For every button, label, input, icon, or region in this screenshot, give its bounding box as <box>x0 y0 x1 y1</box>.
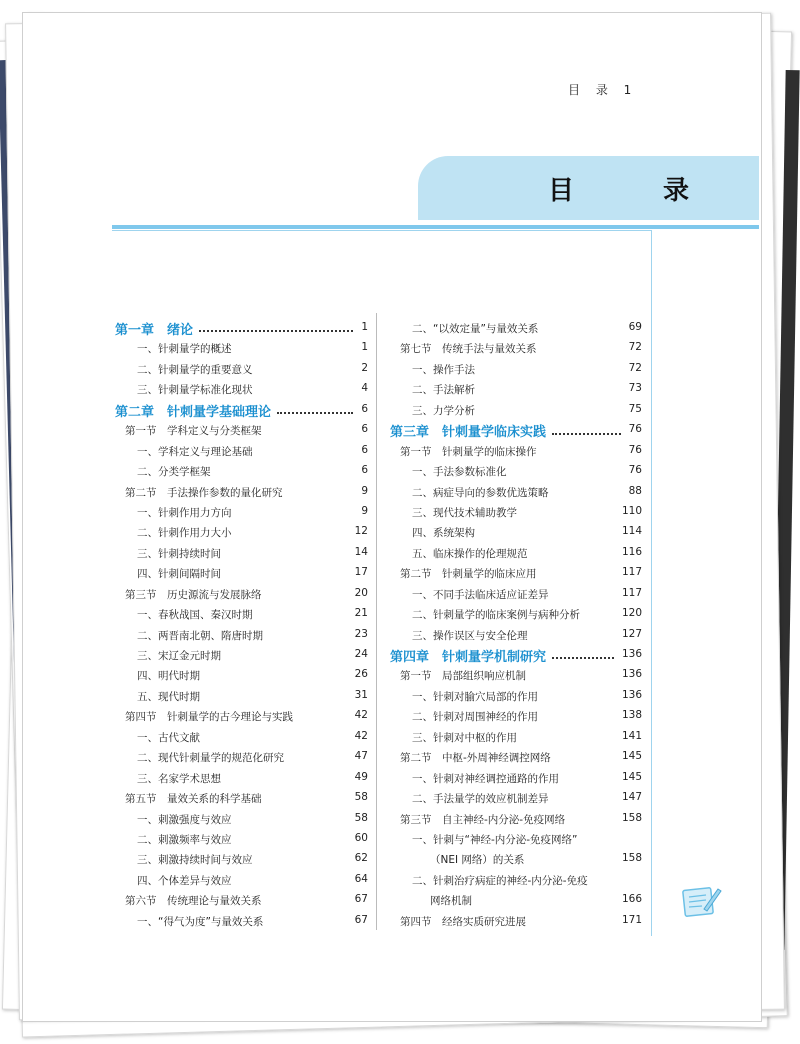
toc-item <box>390 849 642 869</box>
toc-page-number: 6 <box>361 402 368 415</box>
toc-page-number: 14 <box>354 545 368 558</box>
toc-page-number: 62 <box>354 852 368 865</box>
toc-section <box>390 747 642 767</box>
toc-entry-title: 一、针刺对神经调控通路的作用 <box>412 772 559 785</box>
toc-page-number: 117 <box>621 566 642 579</box>
toc-page-number: 31 <box>354 688 368 701</box>
toc-page-number: 145 <box>621 770 642 783</box>
toc-item <box>115 686 368 706</box>
toc-entry-title: 三、针刺量学标准化现状 <box>137 384 253 397</box>
toc-entry-title: 三、针刺持续时间 <box>137 547 221 560</box>
toc-page-number: 136 <box>621 648 642 660</box>
toc-page-number: 17 <box>354 566 368 579</box>
toc-entry-title: 一、不同手法临床适应证差异 <box>412 588 549 601</box>
notebook-pencil-icon <box>682 883 722 919</box>
toc-page-number: 75 <box>628 402 642 415</box>
toc-item <box>390 522 642 542</box>
toc-page-number: 6 <box>361 464 368 477</box>
toc-item <box>390 829 642 849</box>
toc-page-number: 42 <box>354 729 368 742</box>
toc-item <box>390 379 642 399</box>
toc-entry-title: 第二章 针刺量学基础理论 <box>115 404 272 420</box>
toc-page-number: 76 <box>628 423 642 436</box>
title-rule <box>112 225 759 229</box>
toc-page-number: 42 <box>354 709 368 722</box>
leader-dots <box>552 433 621 435</box>
toc-item <box>115 809 368 829</box>
toc-entry-title: 第三章 针刺量学临床实践 <box>390 425 547 441</box>
toc-page-number: 76 <box>628 443 642 456</box>
toc-page-number: 76 <box>628 464 642 477</box>
toc-page-number: 6 <box>361 443 368 456</box>
toc-entry-title: 第一节 局部组织响应机制 <box>400 670 526 683</box>
toc-item <box>390 768 642 788</box>
toc-page-number: 24 <box>354 648 368 660</box>
toc-item <box>115 461 368 481</box>
title-rule-thin <box>112 230 652 231</box>
toc-entry-title: 三、现代技术辅助教学 <box>412 506 517 519</box>
toc-item <box>115 604 368 624</box>
toc-item <box>115 911 368 931</box>
leader-dots <box>552 657 614 659</box>
toc-page-number: 158 <box>621 852 642 865</box>
toc-item <box>390 584 642 604</box>
toc-page-number: 9 <box>361 484 368 497</box>
toc-section <box>115 788 368 808</box>
toc-page-number: 67 <box>354 913 368 926</box>
toc-left-column <box>115 318 368 931</box>
toc-entry-title: 一、针刺作用力方向 <box>137 506 232 519</box>
toc-entry-title: 第一章 绪论 <box>115 323 194 338</box>
toc-item <box>115 359 368 379</box>
toc-entry-title: 三、名家学术思想 <box>137 772 221 785</box>
toc-item <box>115 379 368 399</box>
toc-page-number: 72 <box>628 361 642 374</box>
toc-entry-title: 二、刺激频率与效应 <box>137 833 232 846</box>
toc-page-number: 73 <box>628 382 642 395</box>
toc-entry-title: 二、“以效定量”与量效关系 <box>412 323 539 335</box>
toc-entry-title: 第二节 中枢-外周神经调控网络 <box>400 752 551 765</box>
toc-page-number: 21 <box>354 607 368 620</box>
toc-item <box>390 788 642 808</box>
toc-entry-title: 第五节 量效关系的科学基础 <box>125 793 262 806</box>
toc-section <box>115 706 368 726</box>
column-divider <box>376 313 377 930</box>
toc-entry-title: 四、个体差异与效应 <box>137 874 232 887</box>
toc-item <box>115 522 368 542</box>
toc-entry-title: 二、针刺治疗病症的神经-内分泌-免疫 <box>412 874 588 887</box>
toc-entry-title: 一、古代文献 <box>137 731 200 744</box>
toc-entry-title: 二、现代针刺量学的规范化研究 <box>137 752 284 765</box>
toc-item <box>390 502 642 522</box>
toc-chapter <box>115 318 368 338</box>
toc-page-number: 138 <box>621 709 642 722</box>
toc-entry-title: 二、病症导向的参数优选策略 <box>412 486 549 499</box>
toc-item <box>115 747 368 767</box>
toc-page-number: 58 <box>354 791 368 804</box>
toc-section <box>390 338 642 358</box>
page-title: 目 录 <box>548 176 730 206</box>
toc-item <box>390 400 642 420</box>
toc-item <box>115 645 368 665</box>
toc-section <box>115 584 368 604</box>
toc-page-number: 47 <box>354 750 368 763</box>
toc-item <box>390 870 642 890</box>
toc-page-number: 1 <box>361 321 368 333</box>
toc-item <box>115 502 368 522</box>
toc-section <box>390 665 642 685</box>
toc-page-number: 141 <box>621 729 642 742</box>
toc-item <box>390 706 642 726</box>
toc-item <box>115 829 368 849</box>
toc-page-number: 136 <box>621 688 642 701</box>
toc-entry-title: 第三节 自主神经-内分泌-免疫网络 <box>400 813 566 826</box>
toc-page-number: 120 <box>621 607 642 620</box>
toc-page-number: 20 <box>354 586 368 599</box>
toc-page-number: 114 <box>621 525 642 538</box>
toc-entry-title: 第七节 传统手法与量效关系 <box>400 343 537 356</box>
toc-item <box>390 461 642 481</box>
margin-line <box>651 231 652 936</box>
toc-page-number: 64 <box>354 872 368 885</box>
toc-entry-title: 二、手法量学的效应机制差异 <box>412 793 549 806</box>
toc-page-number: 49 <box>354 770 368 783</box>
toc-chapter <box>390 420 642 440</box>
leader-dots <box>199 330 353 332</box>
toc-page-number: 23 <box>354 627 368 640</box>
toc-item <box>115 563 368 583</box>
toc-entry-title: 三、刺激持续时间与效应 <box>137 854 253 867</box>
toc-page-number: 12 <box>354 525 368 538</box>
toc-item <box>390 686 642 706</box>
toc-page-number: 117 <box>621 586 642 599</box>
toc-entry-title: 第四节 经络实质研究进展 <box>400 915 526 928</box>
toc-item <box>115 768 368 788</box>
toc-entry-title: 一、针刺与“神经-内分泌-免疫网络” <box>412 833 578 846</box>
toc-section <box>390 563 642 583</box>
toc-entry-title: 第二节 手法操作参数的量化研究 <box>125 486 283 499</box>
toc-item <box>115 543 368 563</box>
toc-page-number: 147 <box>621 791 642 804</box>
toc-entry-title: 一、操作手法 <box>412 363 475 376</box>
toc-section <box>390 911 642 931</box>
toc-page-number: 1 <box>361 341 368 354</box>
toc-entry-title: 网络机制 <box>430 895 472 908</box>
toc-item <box>115 727 368 747</box>
toc-page-number: 88 <box>628 484 642 497</box>
toc-page-number: 166 <box>621 893 642 906</box>
toc-entry-title: 一、手法参数标准化 <box>412 466 507 479</box>
toc-item <box>390 625 642 645</box>
toc-page-number: 69 <box>628 321 642 333</box>
toc-entry-title: 二、分类学框架 <box>137 466 211 479</box>
toc-section <box>115 482 368 502</box>
toc-item <box>390 359 642 379</box>
toc-page-number: 6 <box>361 423 368 436</box>
toc-entry-title: 四、明代时期 <box>137 670 200 683</box>
toc-entry-title: 一、春秋战国、秦汉时期 <box>137 609 253 622</box>
toc-item <box>115 870 368 890</box>
toc-page-number: 58 <box>354 811 368 824</box>
toc-entry-title: 一、针刺对腧穴局部的作用 <box>412 690 538 703</box>
leader-dots <box>277 412 353 414</box>
toc-entry-title: 第一节 针刺量学的临床操作 <box>400 445 537 458</box>
toc-item <box>390 543 642 563</box>
toc-page-number: 60 <box>354 831 368 844</box>
toc-entry-title: 第二节 针刺量学的临床应用 <box>400 568 537 581</box>
toc-entry-title: 第六节 传统理论与量效关系 <box>125 895 262 908</box>
toc-page-number: 171 <box>621 913 642 926</box>
toc-entry-title: 第四章 针刺量学机制研究 <box>390 650 547 665</box>
toc-entry-title: 一、刺激强度与效应 <box>137 813 232 826</box>
toc-page-number: 158 <box>621 811 642 824</box>
toc-page-number: 72 <box>628 341 642 354</box>
toc-item <box>390 890 642 910</box>
toc-item <box>390 318 642 338</box>
toc-page-number: 127 <box>621 627 642 640</box>
toc-entry-title: （NEI 网络）的关系 <box>430 854 525 867</box>
toc-entry-title: 二、针刺作用力大小 <box>137 527 232 540</box>
toc-page-number: 9 <box>361 504 368 517</box>
toc-entry-title: 四、系统架构 <box>412 527 475 540</box>
toc-entry-title: 二、手法解析 <box>412 384 475 397</box>
toc-section <box>390 809 642 829</box>
toc-right-column <box>390 318 642 931</box>
toc-entry-title: 一、“得气为度”与量效关系 <box>137 915 264 928</box>
toc-page-number: 136 <box>621 668 642 681</box>
toc-item <box>115 338 368 358</box>
toc-entry-title: 四、针刺间隔时间 <box>137 568 221 581</box>
toc-item <box>390 727 642 747</box>
toc-entry-title: 第一节 学科定义与分类框架 <box>125 425 262 438</box>
toc-chapter <box>115 400 368 420</box>
toc-entry-title: 一、针刺量学的概述 <box>137 343 232 356</box>
toc-item <box>115 665 368 685</box>
toc-page-number: 2 <box>361 361 368 374</box>
toc-item <box>115 849 368 869</box>
toc-item <box>115 625 368 645</box>
toc-page-number: 116 <box>621 545 642 558</box>
toc-section <box>390 441 642 461</box>
toc-entry-title: 二、两晋南北朝、隋唐时期 <box>137 629 263 642</box>
toc-entry-title: 三、操作误区与安全伦理 <box>412 629 528 642</box>
toc-chapter <box>390 645 642 665</box>
toc-entry-title: 二、针刺对周围神经的作用 <box>412 711 538 724</box>
toc-page-number: 110 <box>621 504 642 517</box>
toc-entry-title: 第四节 针刺量学的古今理论与实践 <box>125 711 293 724</box>
toc-entry-title: 五、现代时期 <box>137 690 200 703</box>
toc-section <box>115 420 368 440</box>
toc-item <box>390 604 642 624</box>
toc-entry-title: 三、针刺对中枢的作用 <box>412 731 517 744</box>
toc-entry-title: 一、学科定义与理论基础 <box>137 445 253 458</box>
toc-section <box>115 890 368 910</box>
toc-page-number: 26 <box>354 668 368 681</box>
toc-item <box>390 482 642 502</box>
toc-entry-title: 二、针刺量学的临床案例与病种分析 <box>412 609 580 622</box>
toc-entry-title: 三、宋辽金元时期 <box>137 650 221 662</box>
running-head: 目 录 1 <box>568 83 638 97</box>
toc-page-number: 67 <box>354 893 368 906</box>
toc-entry-title: 五、临床操作的伦理规范 <box>412 547 528 560</box>
toc-entry-title: 二、针刺量学的重要意义 <box>137 363 253 376</box>
toc-entry-title: 三、力学分析 <box>412 404 475 417</box>
toc-page-number: 4 <box>361 382 368 395</box>
toc-entry-title: 第三节 历史源流与发展脉络 <box>125 588 262 601</box>
toc-page-number: 145 <box>621 750 642 763</box>
toc-item <box>115 441 368 461</box>
